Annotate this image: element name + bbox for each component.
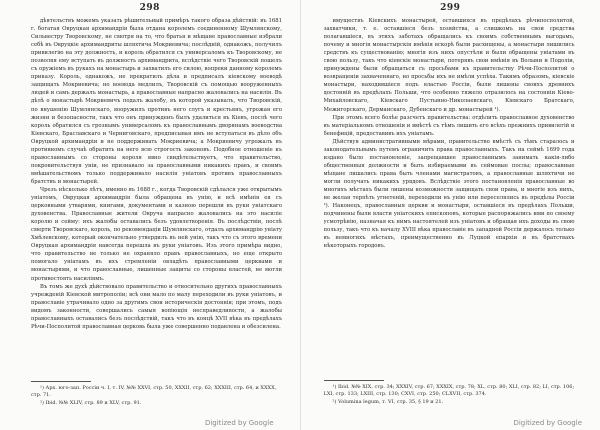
digitized-watermark: Digitized by Google xyxy=(513,419,582,427)
footnote: ¹) Ibid. №№ XIX, стр. 34; XXXIV, стр. 67; XXXIX, стр. 78; XL, стр. 80; XLI, стр. 82; LI, стр. 106; LXI, стр. 133; LXIII, стр. 130; CXVI, стр. 250; CLXVII, стр. 374. xyxy=(323,384,575,398)
footnote: ²) Ibid. №№ XLIV, стр. 89 и XLV, стр. 91. xyxy=(40,399,142,406)
right-page xyxy=(301,0,600,430)
page-number: 298 xyxy=(139,3,160,13)
paragraph: дѣятельствъ можемъ указать рѣшительный примѣръ такого образа дѣйствій: въ 1681 г. богатая Овруцкая архимандрія была отдана королемъ соединенному Шумлянскому, Сильвестру Творовскому, не смотря на то, что братья и мѣщане православные избрали себѣ въ Овруцкіе архимандриты шляхтича Мокриевича; послѣдній, однакожъ, получилъ привилегію на эту должность, и король обратился съ универсаломъ къ Творовскому, не позволяя ему вступать въ должность архимандрита, вслѣдствіе чего Творовскій пошелъ съ оружіемъ въ рукахъ на монастырь и захватилъ его силою, вопреки данному королемъ приказу. Король, однакожъ, не прекратилъ дѣла и предписалъ кіевскому воеводѣ защищать Мокриевича; но воевода медлилъ, Творовскій съ помощью вооруженныхъ людей и самъ держалъ монастырь, а православные напрасно жаловались на насилія. Въ дѣлѣ о монастырѣ Мокриевичъ подалъ жалобу, въ которой указывалъ, что Творовскій, по внушенію Шумлянскаго, вооружилъ противъ него слугъ и крестьянъ, угрожая его жизни и безопасности, такъ что онъ принужденъ былъ удалиться въ Кіевъ, послѣ чего король обратился съ грознымъ универсаломъ къ православнымъ дворянамъ воеводства Кіевскаго, Браславскаго и Черниговскаго, предписывая имъ не вступаться въ дѣло объ Овруцкой архимандріи и не поддерживать Мокриевича; а Мокриевичу угрожалъ въ противномъ случаѣ обратить на него всю строгость законовъ. Подобное отношеніе къ православнымъ со стороны короля явно свидѣтельствуетъ, что правительство, покровительствуя уніи, не признавало за православными никакихъ правъ, и своимъ вмѣшательствомъ только поддерживало насилія уніатовъ противъ православныхъ братствъ и монастырей. xyxy=(31,18,282,185)
footnote-rule xyxy=(31,381,91,382)
paragraph: При этомъ всего болѣе разсчетъ правительства: отдѣлить православное духовенство въ матеріальномъ отношеніи и вмѣстѣ съ тѣмъ лишить его всѣхъ прежнихъ привилегій и бенефицій, предоставивъ ихъ уніатамъ. xyxy=(323,114,575,137)
footnotes xyxy=(324,384,575,406)
page-number: 299 xyxy=(440,3,461,13)
footnote: ¹) Арх. юго-зап. Россіи ч. I, т. IV, №№ XXVI, стр. 50, XXXII, стр. 62; XXXIII, стр. 64, и XXXX, стр. 71. xyxy=(31,385,277,399)
paragraph: Въ томъ же духѣ дѣйствовало правительство и относительно другихъ православныхъ учрежденій Кіевской митрополіи; всѣ они мало по малу переходили въ руки уніатовъ, и православіе утрачивало одно за другимъ свои историческія достоянія; при этомъ, подъ видомъ законности, совершались самыя вопіющія несправедливости, а жалобы православныхъ оставались безъ послѣдствій, такъ что въ концѣ XVII вѣка въ предѣлахъ Рѣчи-Посполитой православная церковь была уже совершенно подавлена и обезсилена. xyxy=(31,283,282,330)
footnote: ²) Volumina legum, т. VI, стр. 35, § 19 и 21. xyxy=(332,398,444,405)
footnotes xyxy=(31,385,282,407)
footnote-rule xyxy=(324,380,384,381)
paragraph: Дѣйствуя административными мѣрами, правительство вмѣстѣ съ тѣмъ старалось и законодательнымъ путемъ ограничить права православныхъ. Такъ на сеймѣ 1699 года издано было постановленіе, запрещавшее православнымъ занимать какія-либо общественныя должности и быть избираемыми въ сеймовые послы; православные мѣщане лишались права быть членами магистратовъ, а православные шляхтичи не могли получать никакихъ урядовъ. Вслѣдствіе этого постановленія православные во многихъ мѣстахъ были лишены возможности защищать свои права, и многіе изъ нихъ, не желая терпѣть угнетеній, переходили въ унію или переселялись въ предѣлы Россіи ²). Наконецъ, православныя церкви и монастыри, оставшіеся въ предѣлахъ Польши, подчинены были власти уніатскихъ епископовъ, которые распоряжались ими по своему усмотрѣнію, назначая къ нимъ настоятелей изъ уніатовъ и обращая ихъ доходы въ свою пользу, такъ что къ началу XVIII вѣка православіе въ западной Россіи держалось только въ немногихъ мѣстахъ, преимущественно въ Луцкой епархіи и въ братствахъ нѣкоторыхъ городовъ. xyxy=(323,138,575,250)
paragraph: имуществъ Кіевскихъ монастырей, оставшихся въ предѣлахъ рѣчипосполитой, захватчики, т. е. оставшіеся безъ хозяйства, а слишкомъ на свои средства полагавшіеся, въ этихъ заботахъ обращались къ своимъ собственнымъ выгодамъ, почему и многія монастырскія имѣнія вскорѣ были расхищены, а монастыри лишились средствъ къ существованію; многія изъ нихъ опустѣли и были обращены уніатами въ свою пользу, такъ что кіевскіе монастыри, потерявъ свои имѣнія въ Волыни и Подоліи, принуждены были обращаться съ просьбами къ правительству Рѣчи-Посполитой о возвращеніи захваченнаго, но просьбы ихъ не имѣли успѣха. Такимъ образомъ, кіевскіе монастыри, находившіеся подъ властью Россіи, были лишены своихъ древнихъ достояній въ предѣлахъ Польши, что особенно тяжело отразилось на состояніи Кіево-Михайловскаго, Кіевскаго Пустынно-Николаевскаго, Кіевскаго Братскаго, Межигорскаго, Дерманскаго, Дубенскаго и др. монастырей ¹). xyxy=(323,18,575,113)
paragraph: Чрезъ нѣсколько лѣтъ, именно въ 1688 г., когда Творовскій сдѣлался уже открытымъ уніатомъ, Овруцкая архимандрія была обращена въ унію, и всѣ имѣнія ея съ церковными утварями, книгами, документами и казною перешли въ руки уніатскаго духовенства. Православные жители Овруча напрасно жаловались на это насиліе королю и сейму: ихъ жалобы оставались безъ удовлетворенія. Въ послѣдствіи, послѣ смерти Творовскаго, король, по рекомендаціи Шумлянскаго, отдалъ архимандрію уніату Хмѣлевскому, который окончательно утвердилъ въ ней унію, такъ что съ этого времени Овруцкая архимандрія навсегда перешла въ руки уніатовъ. Изъ этого примѣра видно, что правительство не только не охраняло правъ православныхъ, но еще открыто помогало уніатамъ въ ихъ стремленіи овладѣть православными церквами и монастырями, и что православные, лишенные защиты со стороны властей, не могли противостоять насиліямъ. xyxy=(31,186,282,282)
digitized-watermark: Digitized by Google xyxy=(204,419,274,427)
body-text xyxy=(324,17,575,371)
body-text xyxy=(31,17,282,373)
